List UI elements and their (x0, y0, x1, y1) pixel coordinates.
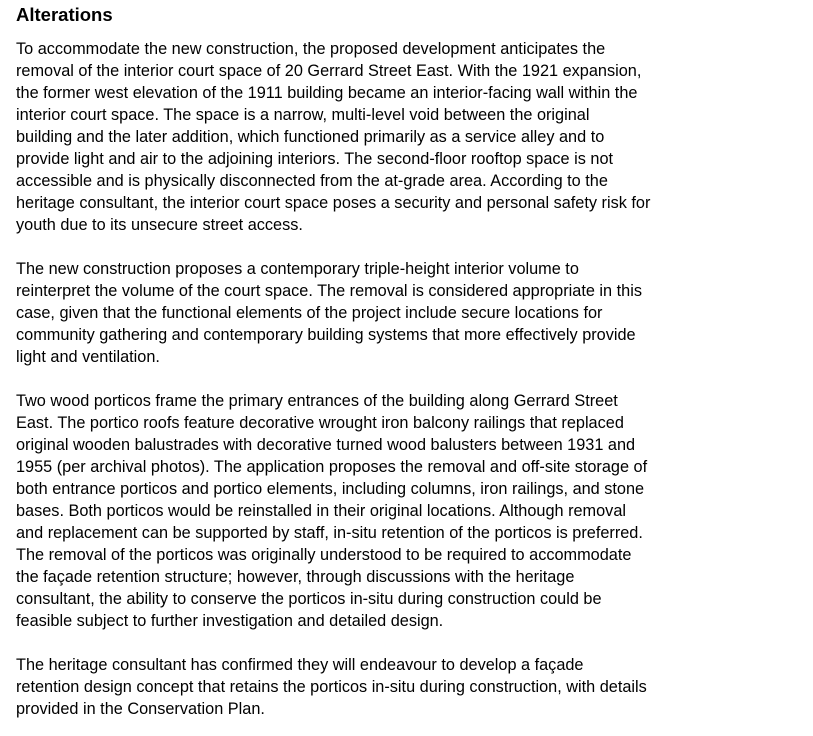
text-line: To accommodate the new construction, the proposed development anticipates the (16, 40, 606, 58)
text-line: reinterpret the volume of the court space. The removal is considered appropriate in this (16, 282, 642, 300)
text-line: bases. Both porticos would be reinstalled in their original locations. Although removal (16, 502, 626, 520)
text-line: provide light and air to the adjoining interiors. The second-floor rooftop space is not (16, 150, 614, 168)
text-line: the façade retention structure; however, through discussions with the heritage (16, 568, 575, 586)
text-line: interior court space. The space is a narrow, multi-level void between the original (16, 106, 590, 124)
text-line: feasible subject to further investigation and detailed design. (16, 612, 444, 630)
text-line: light and ventilation. (16, 348, 160, 366)
paragraph-court-space-removal (16, 38, 806, 236)
text-line: the former west elevation of the 1911 building became an interior-facing wall within the (16, 84, 638, 102)
paragraph-facade-retention (16, 654, 806, 720)
text-line: both entrance porticos and portico elements, including columns, iron railings, and stone (16, 480, 645, 498)
text-line: East. The portico roofs feature decorative wrought iron balcony railings that replaced (16, 414, 624, 432)
text-line: provided in the Conservation Plan. (16, 700, 265, 718)
paragraph-new-construction (16, 258, 806, 368)
text-line: youth due to its unsecure street access. (16, 216, 303, 234)
text-line: community gathering and contemporary building systems that more effectively provide (16, 326, 636, 344)
document-page (16, 4, 806, 720)
text-line: 1955 (per archival photos). The application proposes the removal and off-site storage of (16, 458, 648, 476)
text-line: retention design concept that retains the porticos in-situ during construction, with details (16, 678, 647, 696)
text-line: Two wood porticos frame the primary entrances of the building along Gerrard Street (16, 392, 618, 410)
text-line: The new construction proposes a contemporary triple-height interior volume to (16, 260, 579, 278)
text-line: accessible and is physically disconnected from the at-grade area. According to the (16, 172, 608, 190)
text-line: consultant, the ability to conserve the porticos in-situ during construction could be (16, 590, 602, 608)
text-line: case, given that the functional elements of the project include secure locations for (16, 304, 603, 322)
text-line: original wooden balustrades with decorative turned wood balusters between 1931 and (16, 436, 636, 454)
paragraph-porticos (16, 390, 806, 632)
text-line: building and the later addition, which functioned primarily as a service alley and to (16, 128, 605, 146)
text-line: heritage consultant, the interior court space poses a security and personal safety risk for (16, 194, 651, 212)
text-line: and replacement can be supported by staff, in-situ retention of the porticos is preferred. (16, 524, 643, 542)
text-line: The removal of the porticos was originally understood to be required to accommodate (16, 546, 632, 564)
text-line: The heritage consultant has confirmed they will endeavour to develop a façade (16, 656, 584, 674)
section-heading: Alterations (16, 4, 113, 25)
text-line: removal of the interior court space of 20 Gerrard Street East. With the 1921 expansion, (16, 62, 642, 80)
